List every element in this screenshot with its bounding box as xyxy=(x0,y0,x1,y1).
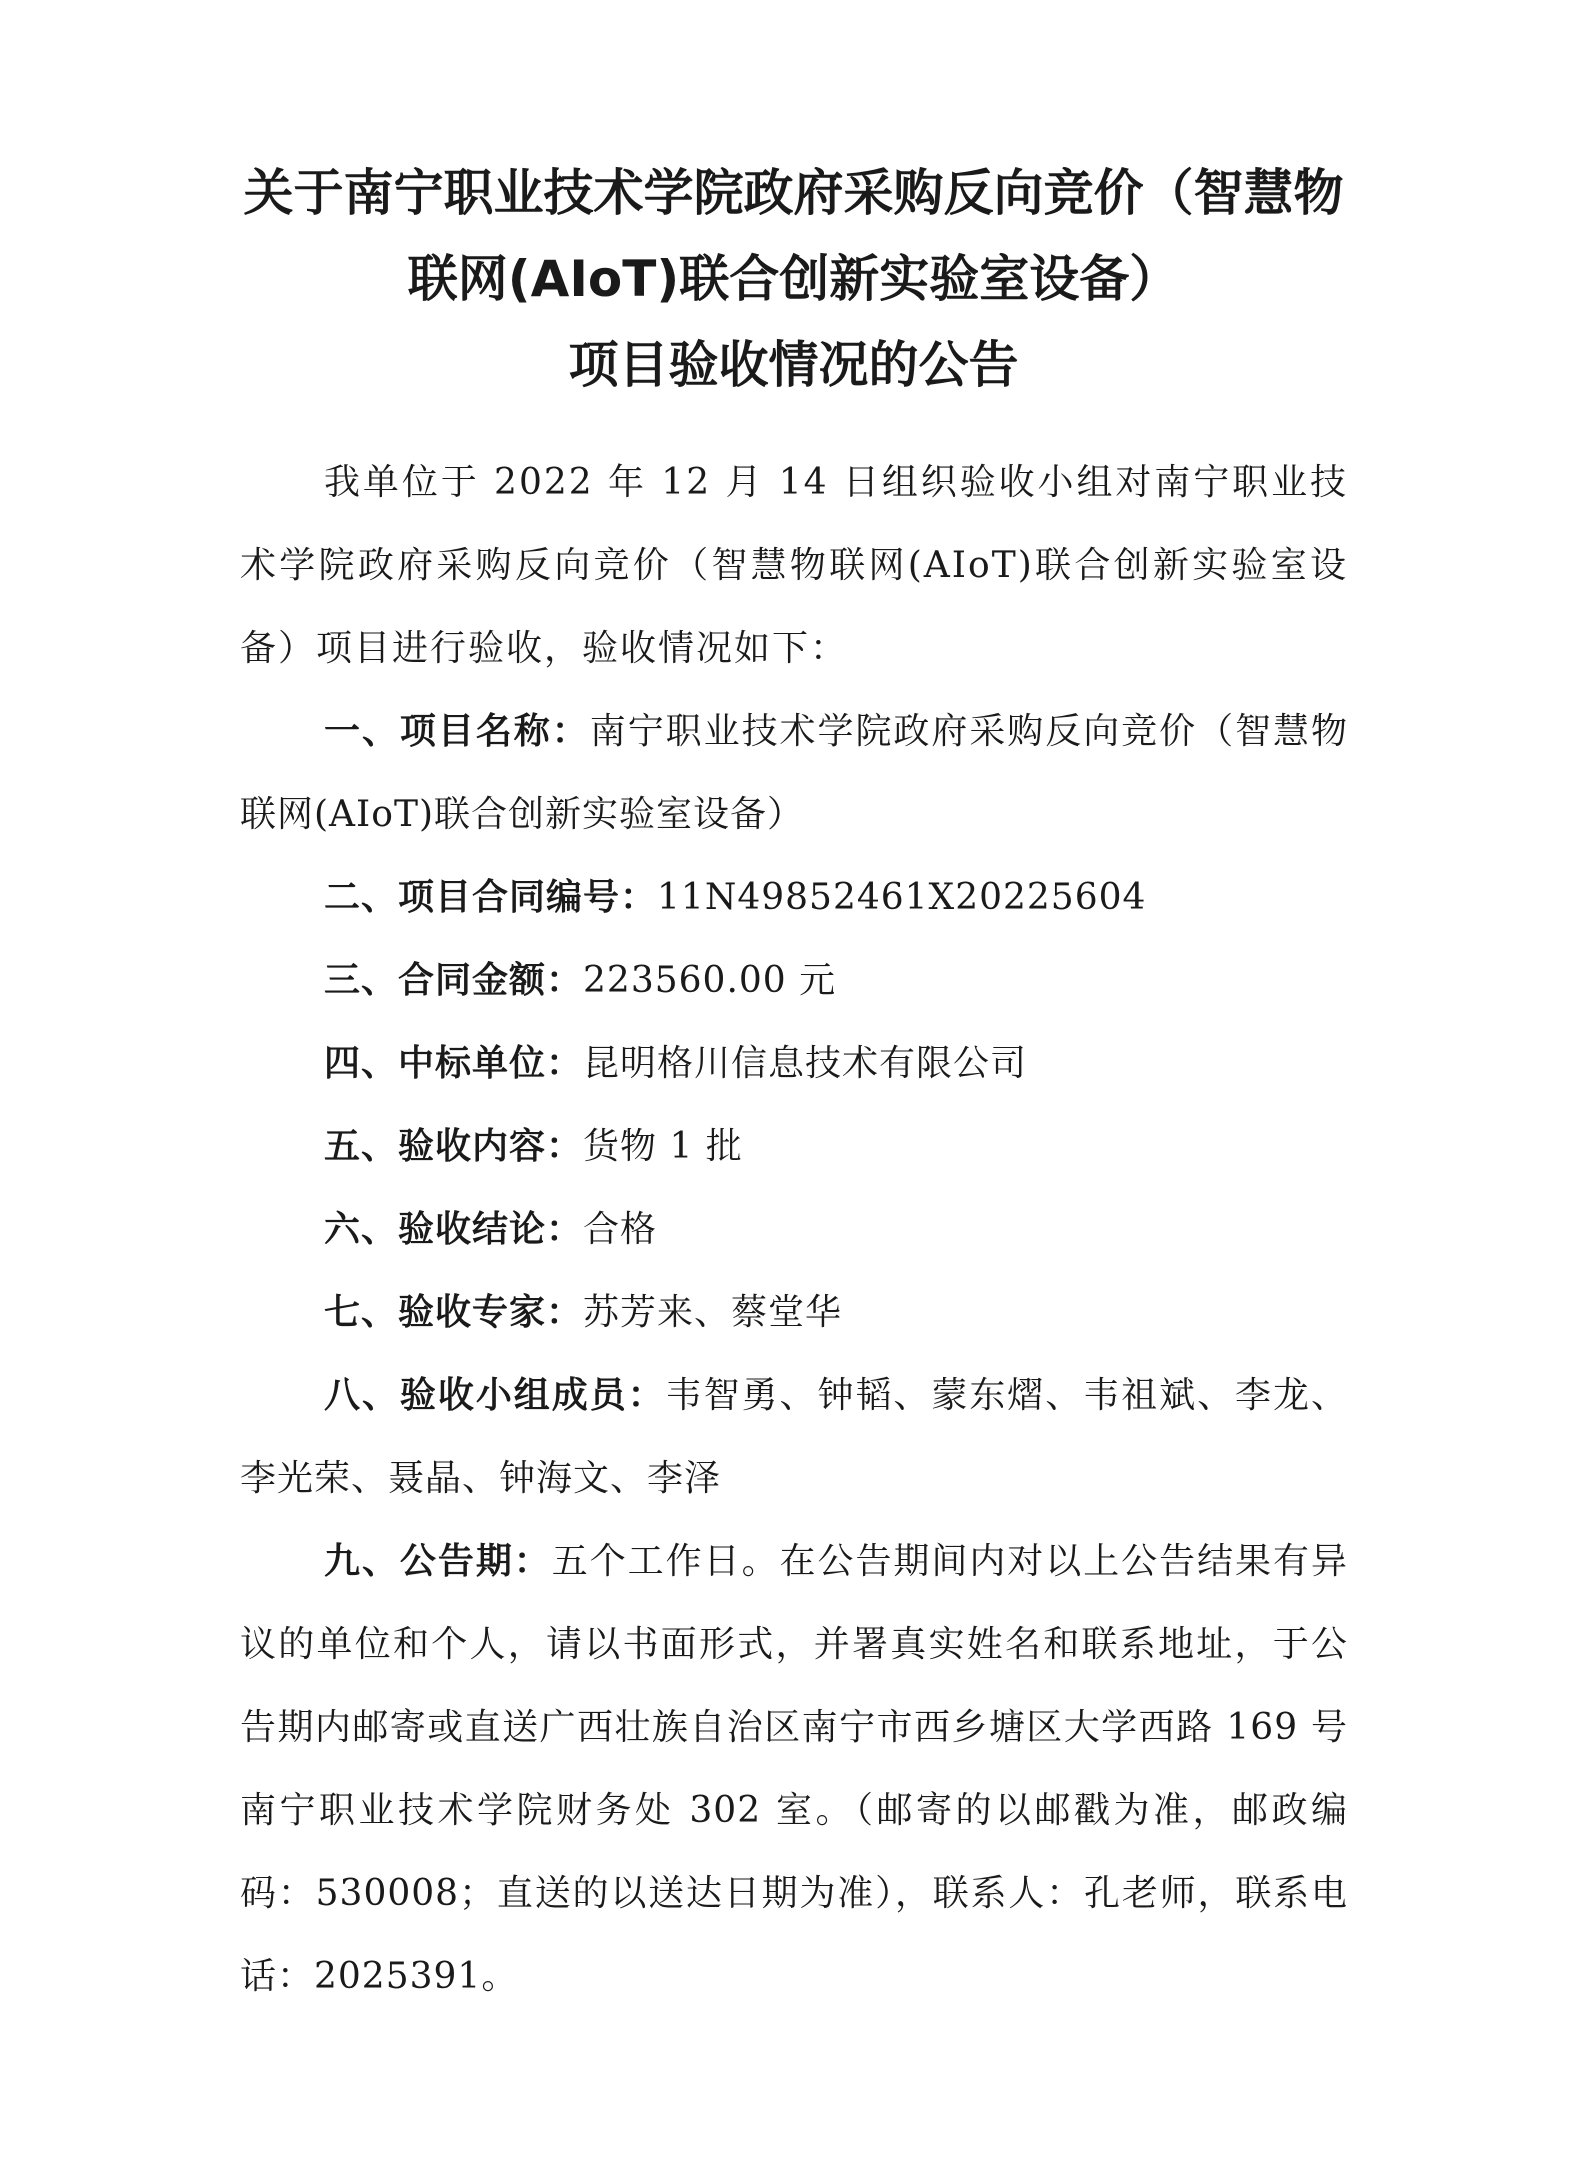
item-acceptance-experts xyxy=(240,1271,1348,1354)
item-label: 三、合同金额： xyxy=(324,960,584,1001)
item-value: 货物 1 批 xyxy=(583,1126,743,1167)
item-project-name xyxy=(240,690,1348,856)
item-label: 四、中标单位： xyxy=(324,1043,584,1084)
item-value: 合格 xyxy=(583,1209,658,1250)
title-line-2: 联网(AIoT)联合创新实验室设备） xyxy=(407,250,1180,308)
intro-paragraph xyxy=(240,441,1348,690)
intro-text: 我单位于 2022 年 12 月 14 日组织验收小组对南宁职业技术学院政府采购反向竞价（智慧物联网(AIoT)联合创新实验室设备）项目进行验收，验收情况如下： xyxy=(240,462,1348,669)
item-value: 南宁职业技术学院政府采购反向竞价（智慧物联网(AIoT)联合创新实验室设备） xyxy=(240,711,1348,835)
item-label: 一、项目名称： xyxy=(324,711,590,752)
announcement-title xyxy=(200,150,1387,408)
announcement-body xyxy=(240,441,1348,2018)
item-group-members xyxy=(240,1354,1348,1520)
item-contract-amount xyxy=(240,939,1348,1022)
item-notice-period xyxy=(240,1520,1348,2018)
item-label: 九、公告期： xyxy=(324,1541,552,1582)
item-value: 昆明格川信息技术有限公司 xyxy=(583,1043,1028,1084)
item-acceptance-content xyxy=(240,1105,1348,1188)
item-label: 六、验收结论： xyxy=(324,1209,584,1250)
item-contract-number xyxy=(240,856,1348,939)
title-line-3: 项目验收情况的公告 xyxy=(568,336,1019,394)
item-value: 11N49852461X20225604 xyxy=(657,877,1147,918)
item-label: 八、验收小组成员： xyxy=(324,1375,666,1416)
item-label: 五、验收内容： xyxy=(324,1126,584,1167)
item-value: 五个工作日。在公告期间内对以上公告结果有异议的单位和个人，请以书面形式，并署真实姓名和联系地址，于公告期内邮寄或直送广西壮族自治区南宁市西乡塘区大学西路 169 号南宁职业技术学院财务处 302 室。（邮寄的以邮戳为准，邮政编码：530008；直送的以送达日期为准），联系人：孔老师，联系电话：2025391。 xyxy=(240,1541,1348,1997)
item-value: 韦智勇、钟韬、蒙东熠、韦祖斌、李龙、李光荣、聂晶、钟海文、李泽 xyxy=(240,1375,1348,1499)
title-line-1: 关于南宁职业技术学院政府采购反向竞价（智慧物 xyxy=(243,164,1344,222)
item-value: 苏芳来、蔡堂华 xyxy=(583,1292,843,1333)
item-acceptance-conclusion xyxy=(240,1188,1348,1271)
item-label: 七、验收专家： xyxy=(324,1292,584,1333)
item-label: 二、项目合同编号： xyxy=(324,877,658,918)
item-winning-bidder xyxy=(240,1022,1348,1105)
item-value: 223560.00 元 xyxy=(583,960,837,1001)
